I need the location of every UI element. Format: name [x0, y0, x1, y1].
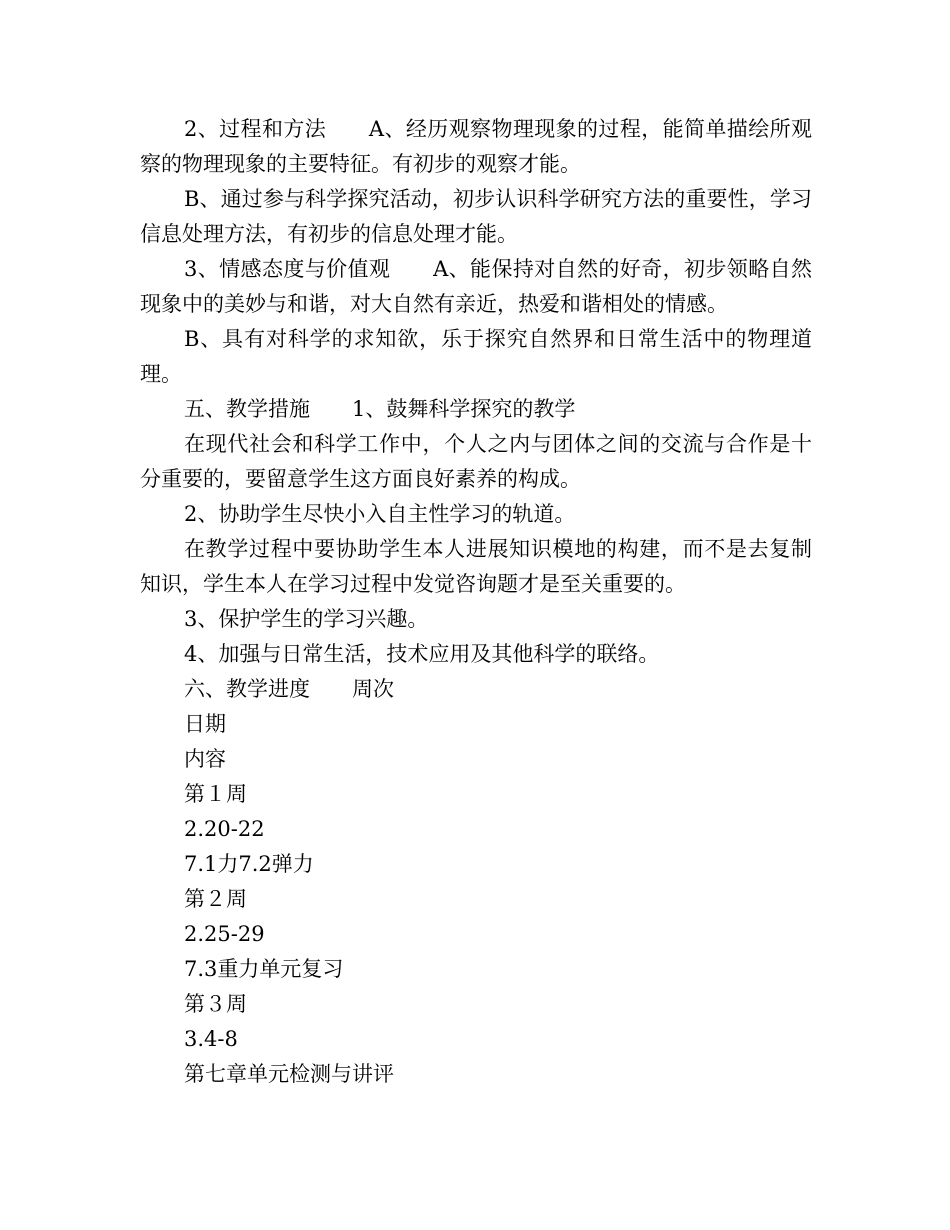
paragraph-measures-2-body: 在教学过程中要协助学生本人进展知识模地的构建，而不是去复制知识，学生本人在学习过程中发觉咨询题才是至关重要的。 [140, 537, 812, 596]
paragraph-measures-3: 3、保护学生的学习兴趣。 [184, 607, 429, 631]
schedule-week-2-date: 2.25-29 [184, 922, 265, 946]
schedule-week-1-date: 2.20-22 [184, 817, 265, 841]
schedule-header-content: 内容 [184, 747, 226, 771]
heading-teaching-schedule: 六、教学进度 周次 [184, 677, 394, 701]
paragraph-process-and-method: 2、过程和方法 A、经历观察物理现象的过程，能简单描绘所观察的物理现象的主要特征。有初步的观察才能。 [140, 117, 812, 176]
document-body [140, 112, 812, 1092]
schedule-week-3: 第３周 [184, 992, 247, 1016]
paragraph-process-b: B、通过参与科学探究活动，初步认识科学研究方法的重要性，学习信息处理方法，有初步的信息处理才能。 [140, 187, 812, 246]
paragraph-measures-2: 2、协助学生尽快小入自主性学习的轨道。 [184, 502, 576, 526]
schedule-week-2-content: 7.3重力单元复习 [184, 957, 344, 981]
paragraph-attitude-b: B、具有对科学的求知欲，乐于探究自然界和日常生活中的物理道理。 [140, 327, 812, 386]
paragraph-attitude-values: 3、情感态度与价值观 A、能保持对自然的好奇，初步领略自然现象中的美妙与和谐，对大自然有亲近，热爱和谐相处的情感。 [140, 257, 812, 316]
schedule-week-1: 第１周 [184, 782, 247, 806]
schedule-header-date: 日期 [184, 712, 226, 736]
paragraph-measures-1-body: 在现代社会和科学工作中，个人之内与团体之间的交流与合作是十分重要的，要留意学生这方面良好素养的构成。 [140, 432, 812, 491]
schedule-week-3-date: 3.4-8 [184, 1027, 238, 1051]
heading-teaching-measures: 五、教学措施 1、鼓舞科学探究的教学 [184, 397, 576, 421]
schedule-week-3-content: 第七章单元检测与讲评 [184, 1062, 394, 1086]
schedule-week-1-content: 7.1力7.2弹力 [184, 852, 314, 876]
schedule-week-2: 第２周 [184, 887, 247, 911]
paragraph-measures-4: 4、加强与日常生活，技术应用及其他科学的联络。 [184, 642, 660, 666]
